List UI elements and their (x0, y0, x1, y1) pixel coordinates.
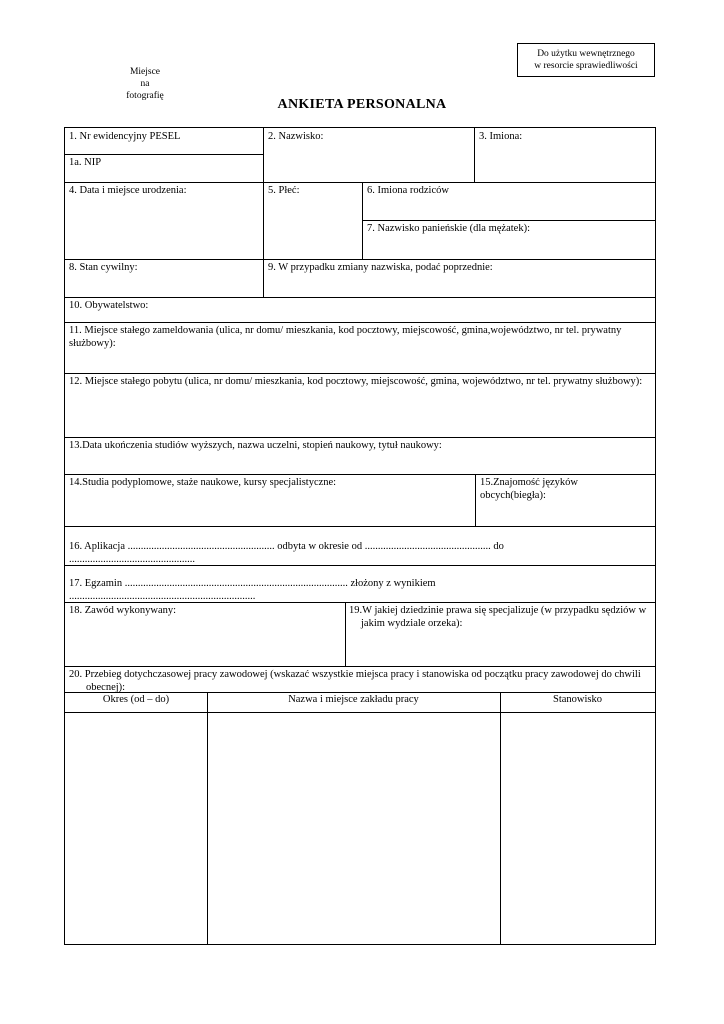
photo-line-3: fotografię (126, 91, 164, 101)
field-residence-address-label: 12. Miejsce stałego pobytu (ulica, nr domu/ mieszkania, kod pocztowy, miejscowość, gmina, województwo, nr tel. prywatny służbowy): (69, 376, 643, 387)
work-table-header-employer: Nazwa i miejsce zakładu pracy (288, 694, 419, 705)
internal-use-stamp (517, 43, 655, 77)
field-profession-label: 18. Zawód wykonywany: (69, 605, 177, 616)
stamp-line-1: Do użytku wewnętrznego (537, 49, 635, 59)
field-exam-line-2: ....................................................................... (69, 591, 256, 602)
field-university-label: 13.Data ukończenia studiów wyższych, nazwa uczelni, stopień naukowy, tytuł naukowy: (69, 440, 442, 451)
photo-line-2: na (140, 79, 150, 89)
form-title: ANKIETA PERSONALNA (277, 97, 447, 112)
field-exam-line-1: 17. Egzamin ..................................................................................... złożony z wynikiem (69, 578, 436, 589)
stamp-line-2: w resorcie sprawiedliwości (534, 61, 638, 71)
field-law-specialization-label: 19.W jakiej dziedzinie prawa się specjalizuje (w przypadku sędziów w jakim wydziale orzeka): (349, 605, 647, 629)
field-birth-label: 4. Data i miejsce urodzenia: (69, 185, 187, 196)
field-first-names-label: 3. Imiona: (479, 131, 523, 142)
field-surname-label: 2. Nazwisko: (268, 131, 324, 142)
field-citizenship-label: 10. Obywatelstwo: (69, 300, 149, 311)
field-apprenticeship-line-1: 16. Aplikacja ........................................................ odbyta w okresie od ................................................ do (69, 541, 504, 552)
photo-line-1: Miejsce (129, 67, 161, 77)
field-previous-surname-label: 9. W przypadku zmiany nazwiska, podać poprzednie: (268, 262, 493, 273)
field-marital-status-label: 8. Stan cywilny: (69, 262, 138, 273)
work-table-header-position: Stanowisko (552, 694, 602, 705)
field-pesel-label: 1. Nr ewidencyjny PESEL (69, 131, 181, 142)
field-maiden-name-label: 7. Nazwisko panieńskie (dla mężatek): (367, 223, 530, 234)
personal-form (64, 127, 656, 945)
field-languages-label: 15.Znajomość języków obcych(biegła): (480, 477, 578, 501)
field-postgraduate-label: 14.Studia podyplomowe, staże naukowe, kursy specjalistyczne: (69, 477, 337, 488)
work-table-header-period: Okres (od – do) (102, 694, 170, 705)
field-nip-label: 1a. NIP (69, 157, 102, 168)
field-sex-label: 5. Płeć: (268, 185, 300, 196)
field-registered-address-label: 11. Miejsce stałego zameldowania (ulica, nr domu/ mieszkania, kod pocztowy, miejscowość, gmina,województwo, nr tel. prywatny służbowy): (69, 325, 622, 349)
field-work-history-label: 20. Przebieg dotychczasowej pracy zawodowej (wskazać wszystkie miejsca pracy i stanowiska od początku pracy zawodowej do chwili obecnej): (69, 669, 641, 693)
field-apprenticeship-line-2: ................................................ (69, 554, 195, 565)
field-parents-label: 6. Imiona rodziców (367, 185, 449, 196)
